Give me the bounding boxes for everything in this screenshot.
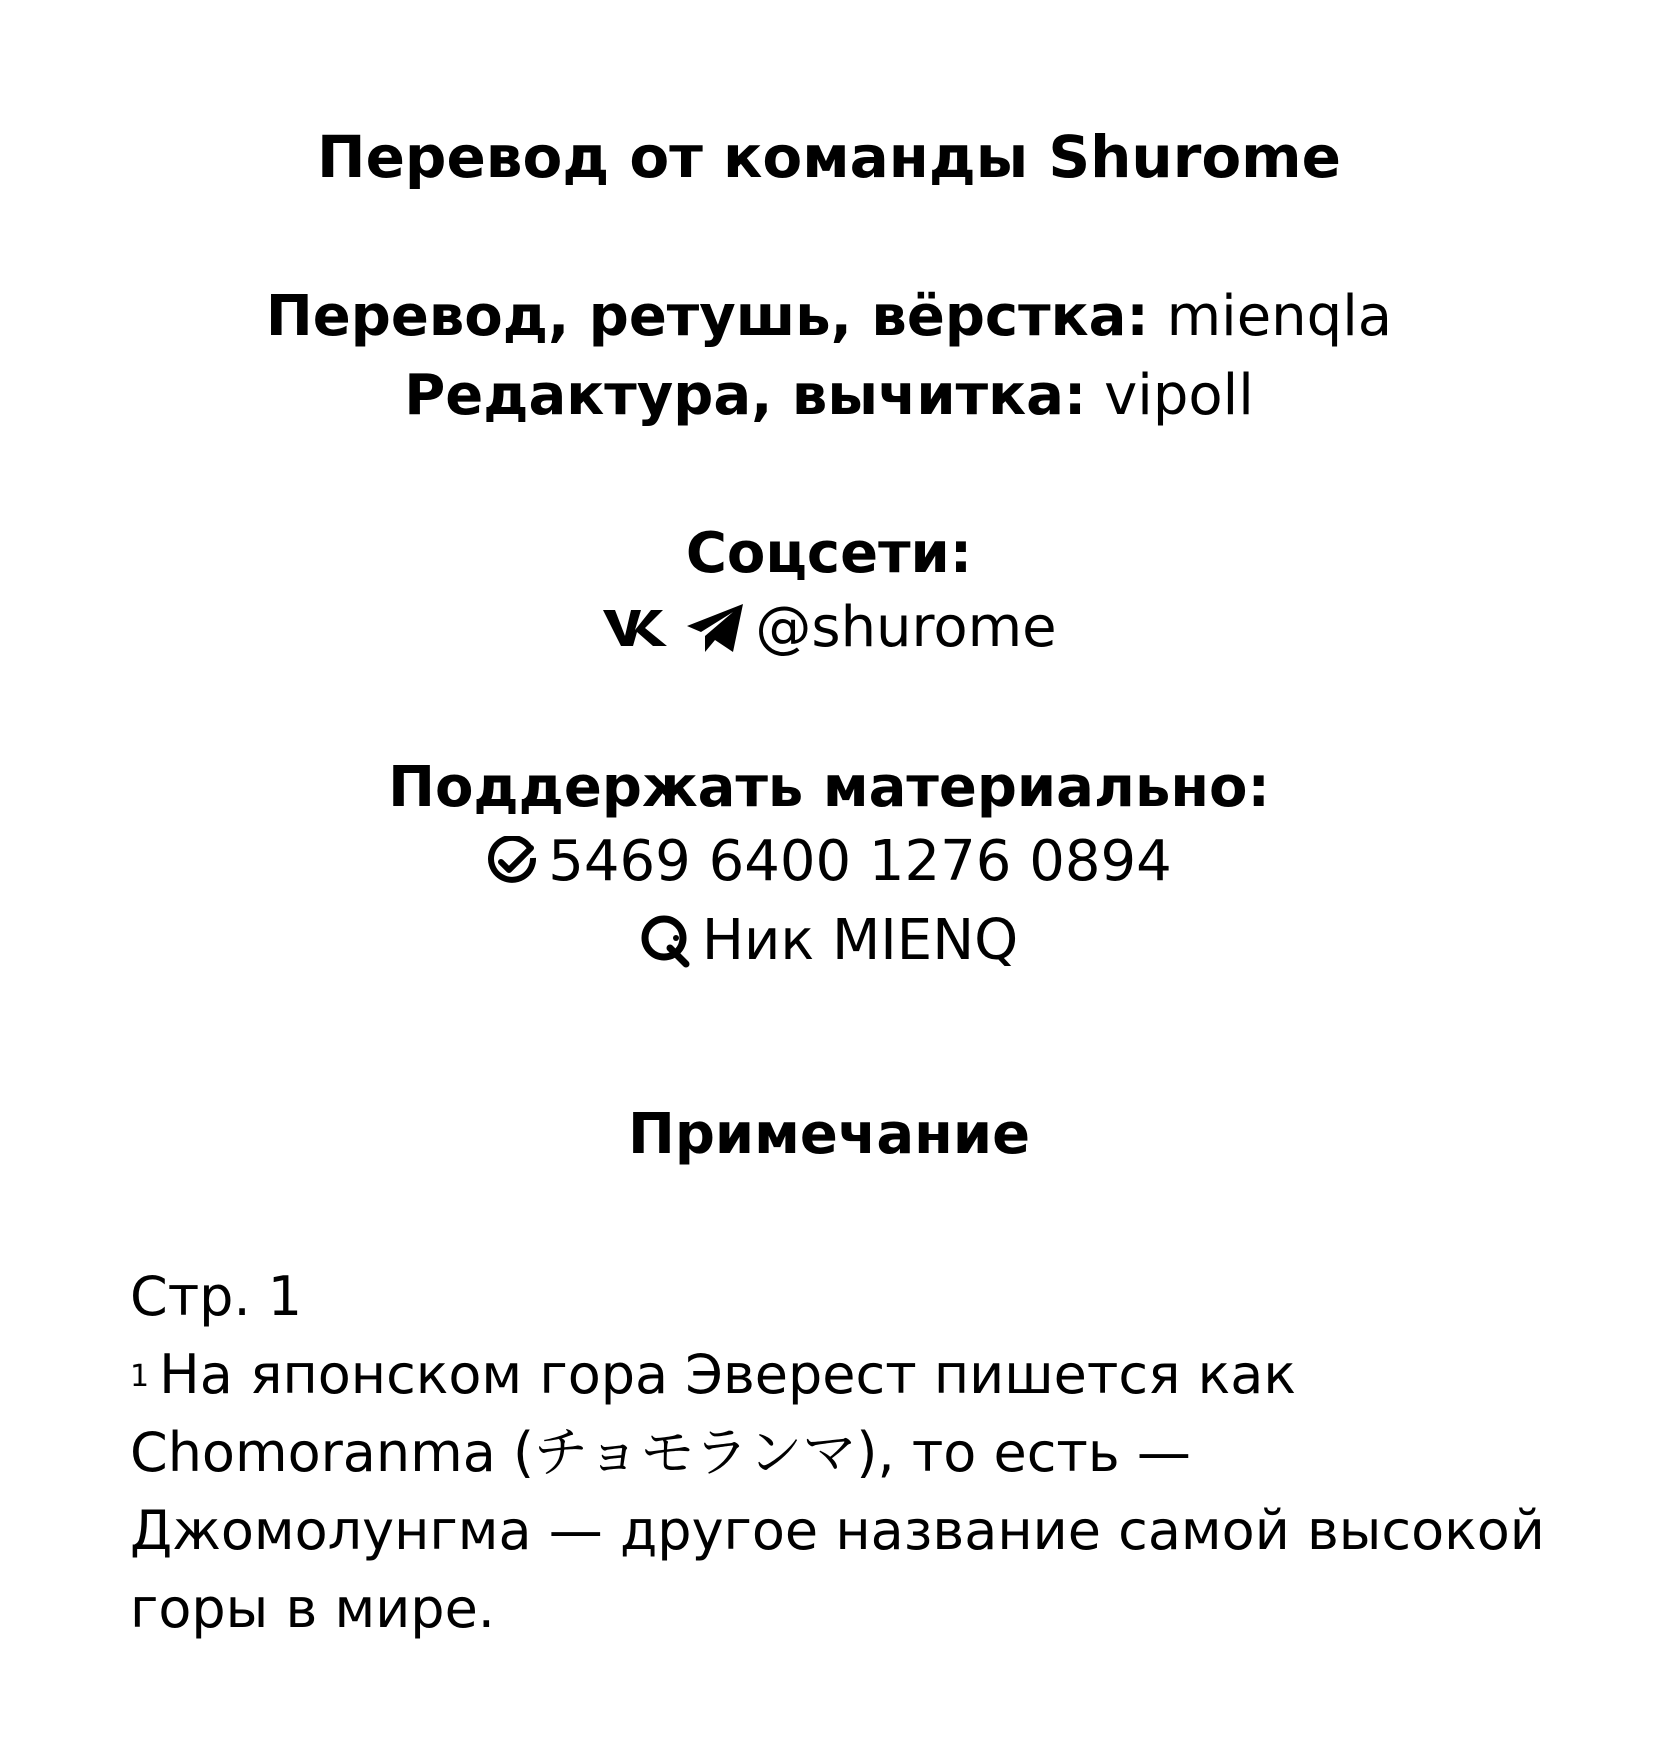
socials-heading: Соцсети: bbox=[685, 521, 973, 586]
note-page: Стр. 1 bbox=[130, 1265, 303, 1328]
note-heading: Примечание bbox=[627, 1102, 1031, 1167]
credit-line-translation bbox=[0, 284, 1658, 349]
vk-icon[interactable] bbox=[601, 606, 675, 650]
credit-name: vipoll bbox=[1104, 363, 1254, 428]
credit-role: Редактура, вычитка: bbox=[404, 363, 1087, 428]
card-number: 5469 6400 1276 0894 bbox=[548, 829, 1172, 894]
credit-line-editing bbox=[0, 363, 1658, 428]
card-row bbox=[0, 829, 1658, 898]
sberbank-icon bbox=[486, 836, 538, 888]
note-body bbox=[130, 1258, 1550, 1648]
title-prefix: Перевод от команды bbox=[317, 123, 1029, 191]
footnote-text: На японском гора Эверест пишется как Chomoranma (チョモランマ), то есть — Джомолунгма — другое название самой высокой горы в мире. bbox=[130, 1343, 1545, 1640]
team-name: Shurome bbox=[1048, 123, 1341, 191]
footnote-mark: 1 bbox=[130, 1359, 150, 1394]
credit-role: Перевод, ретушь, вёрстка: bbox=[265, 284, 1149, 349]
qiwi-nickname: Ник MIENQ bbox=[701, 908, 1019, 973]
social-handle[interactable]: @shurome bbox=[755, 595, 1057, 660]
footnote bbox=[130, 1336, 1550, 1648]
credit-name: mienqla bbox=[1166, 284, 1393, 349]
social-links-row bbox=[0, 595, 1658, 660]
telegram-icon[interactable] bbox=[685, 602, 745, 654]
qiwi-row bbox=[0, 908, 1658, 978]
qiwi-icon bbox=[640, 914, 692, 968]
support-heading: Поддержать материально: bbox=[388, 755, 1270, 820]
page-title bbox=[0, 123, 1658, 191]
